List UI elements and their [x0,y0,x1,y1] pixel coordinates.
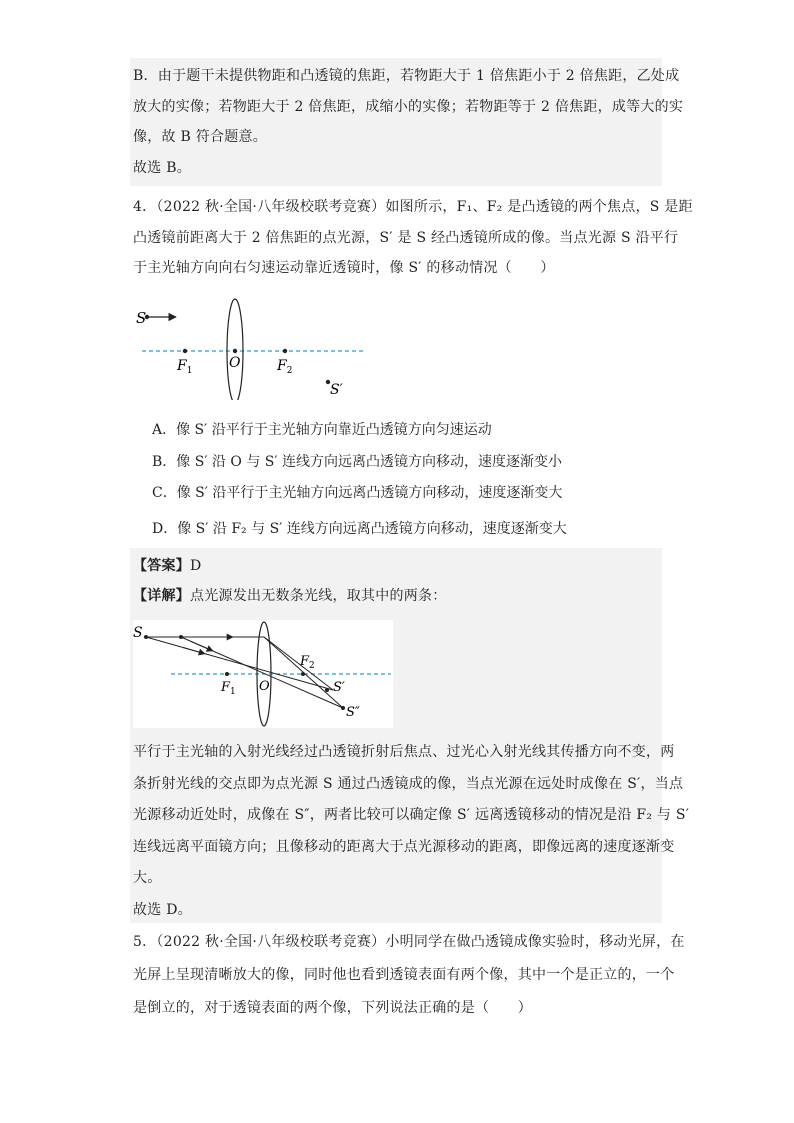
label-s: S [133,625,143,641]
label-s-double-prime: S″ [346,705,360,720]
focus-f1-point [183,349,187,353]
option-d: D．像 S′ 沿 F₂ 与 S′ 连线方向远离凸透镜方向移动，速度逐渐变大 [152,521,567,537]
explanation-line: 光源移动近处时，成像在 S″，两者比较可以确定像 S′ 远离透镜移动的情况是沿 F₂ 与 S′ [133,807,690,823]
ray-diagram-figure [133,620,393,728]
label-f2 [276,358,292,376]
detail-tag: 【详解】 [133,588,190,604]
label-f1-letter: F [177,358,187,374]
question-4-line: 凸透镜前距离大于 2 倍焦距的点光源，S′ 是 S 经凸透镜所成的像。当点光源 S 沿平行 [133,229,679,246]
label-f2-subscript: 2 [309,661,315,671]
question-5-line: 是倒立的，对于透镜表面的两个像，下列说法正确的是（ ） [133,1000,532,1016]
option-a: A．像 S′ 沿平行于主光轴方向靠近凸透镜方向匀速运动 [152,422,492,438]
question-4-line: 于主光轴方向向右匀速运动靠近透镜时，像 S′ 的移动情况（ ） [133,260,555,276]
near-source-point [179,635,183,639]
answer-3-line: B．由于题干未提供物距和凸透镜的焦距，若物距大于 1 倍焦距小于 2 倍焦距，乙处成 [133,68,680,84]
label-s-prime: S′ [333,680,345,695]
label-o: O [259,679,270,694]
answer-4-explanation [133,737,690,925]
label-f1-letter: F [221,680,231,695]
answer-tag: 【答案】 [133,558,190,574]
label-f1-subscript: 1 [186,366,193,376]
focus-f1-point [225,672,229,676]
explanation-line: 平行于主光轴的入射光线经过凸透镜折射后焦点、过光心入射光线其传播方向不变，两 [133,744,675,760]
focus-f2-point [283,349,287,353]
optical-center-point [233,349,237,353]
explanation-line: 大。 [133,870,162,886]
label-f2-letter: F [277,358,287,374]
detail-intro: 点光源发出无数条光线，取其中的两条： [190,588,447,604]
question-4-stem [133,192,693,284]
detail-line [133,581,663,611]
answer-3-line: 放大的实像；若物距大于 2 倍焦距，成缩小的实像；若物距等于 2 倍焦距，成等大的实 [133,98,684,115]
question-4-line: 4．（2022 秋·全国·八年级校联考竞赛）如图所示，F₁、F₂ 是凸透镜的两个焦点，S 是距 [133,199,693,215]
label-s-prime: S′ [330,382,343,398]
explanation-line: 条折射光线的交点即为点光源 S 通过凸透镜成的像，当点光源在远处时成像在 S′，当点 [133,775,684,792]
option-b: B．像 S′ 沿 O 与 S′ 连线方向远离凸透镜方向移动，速度逐渐变小 [152,454,563,470]
label-f1-subscript: 1 [230,687,236,697]
focus-f2-point [301,672,305,676]
label-s: S [136,309,147,327]
question-5-stem [133,926,685,1025]
option-c: C．像 S′ 沿平行于主光轴方向远离凸透镜方向移动，速度逐渐变大 [152,485,563,501]
answer-value: D [190,558,202,574]
answer-3-block [133,61,684,183]
label-f2-subscript: 2 [286,366,293,376]
answer-3-line: 像，故 B 符合题意。 [133,129,267,145]
question-5-line: 5．（2022 秋·全国·八年级校联考竞赛）小明同学在做凸透镜成像实验时，移动光屏，在 [133,934,685,950]
question-4-figure [130,295,370,400]
answer-4-header [133,551,663,611]
question-5-line: 光屏上呈现清晰放大的像，同时他也看到透镜表面有两个像，其中一个是正立的，一个 [133,967,675,983]
label-o: O [229,355,241,371]
answer-4-conclusion: 故选 D。 [133,901,192,918]
image-s-double-prime-point [341,706,345,710]
explanation-line: 连线远离平面镜方向；且像移动的距离大于点光源移动的距离，即像远离的速度逐渐变 [133,838,675,855]
answer-3-conclusion: 故选 B。 [133,159,191,176]
image-s-prime-point [325,688,329,692]
source-s-point [144,635,148,639]
label-f2-letter: F [300,654,310,669]
label-f1 [176,358,192,376]
answer-line [133,551,663,581]
